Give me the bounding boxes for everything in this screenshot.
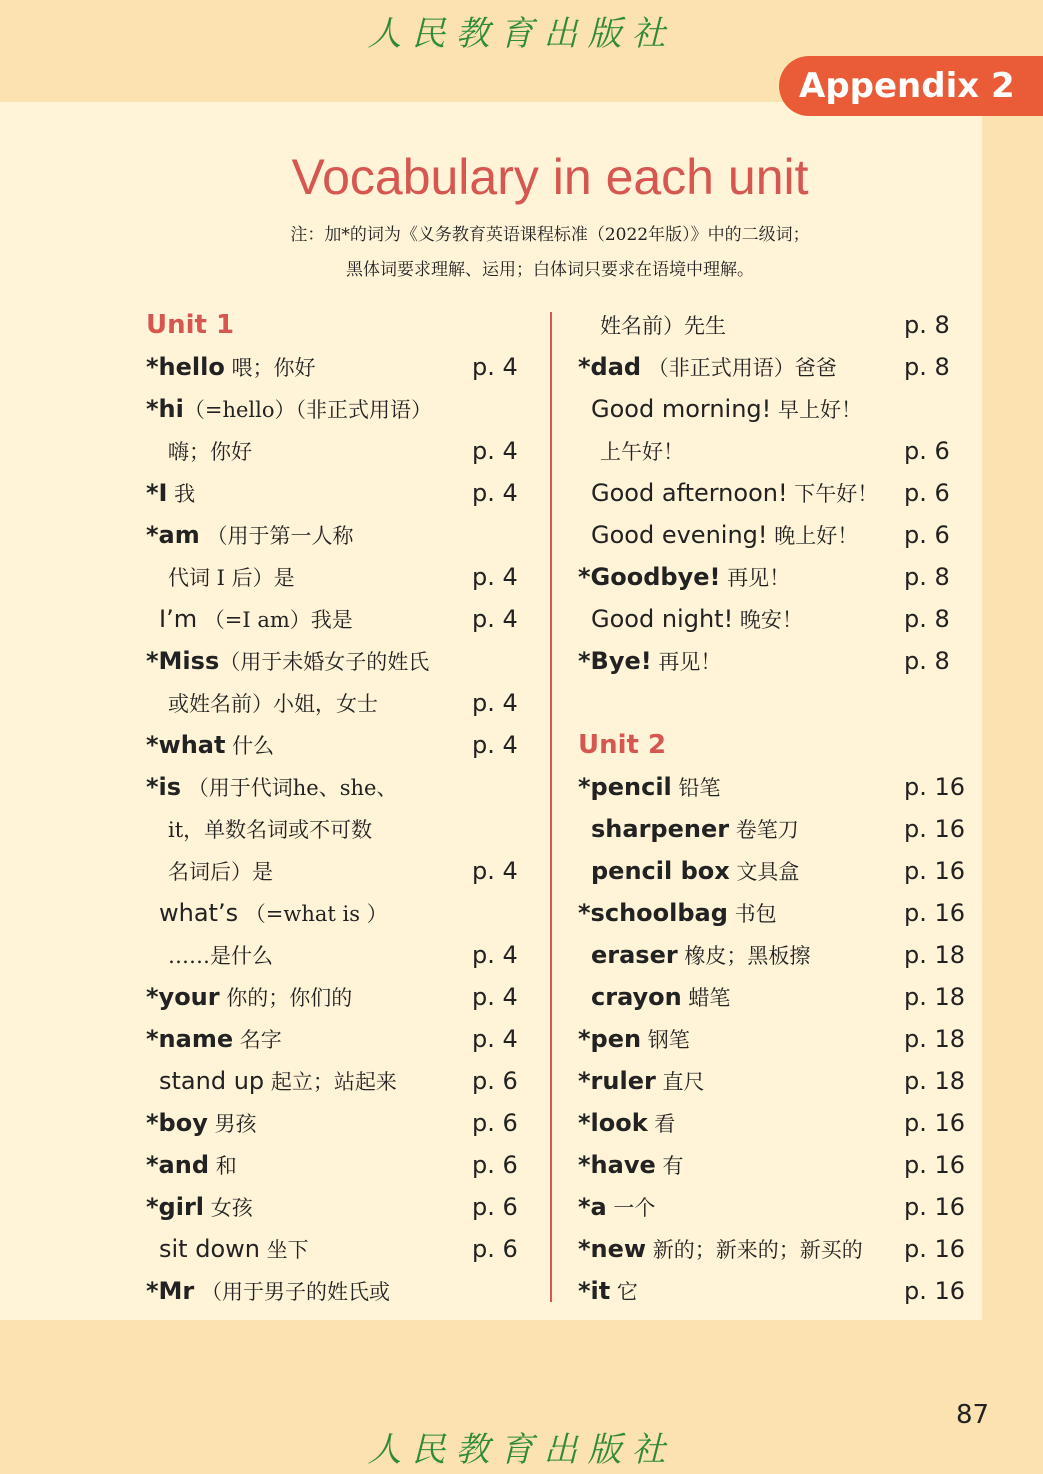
entry-meaning: （=what is ） bbox=[238, 902, 388, 926]
entry-word: *boy bbox=[146, 1109, 208, 1137]
vocab-entry bbox=[146, 892, 526, 934]
entry-meaning: 它 bbox=[610, 1280, 638, 1304]
entry-page: p. 4 bbox=[472, 857, 518, 885]
note-line-2: 黑体词要求理解、运用；白体词只要求在语境中理解。 bbox=[346, 260, 754, 280]
entry-word: *your bbox=[146, 983, 220, 1011]
entry-word: Good evening! bbox=[591, 521, 768, 549]
vocab-entry bbox=[146, 346, 526, 388]
entry-page: p. 16 bbox=[904, 1277, 966, 1305]
entry-page: p. 8 bbox=[904, 311, 950, 339]
vocab-entry bbox=[578, 808, 966, 850]
vocab-entry bbox=[146, 976, 526, 1018]
entry-page: p. 16 bbox=[904, 1235, 966, 1263]
entry-page: p. 4 bbox=[472, 689, 518, 717]
vocab-entry bbox=[146, 598, 526, 640]
unit-heading bbox=[578, 724, 958, 766]
entry-page: p. 8 bbox=[904, 605, 950, 633]
entry-word: Good afternoon! bbox=[591, 479, 788, 507]
entry-page: p. 18 bbox=[904, 983, 966, 1011]
entry-page: p. 16 bbox=[904, 815, 966, 843]
entry-page: p. 8 bbox=[904, 563, 950, 591]
entry-meaning: 钢笔 bbox=[641, 1028, 690, 1052]
entry-meaning: 坐下 bbox=[259, 1238, 309, 1262]
entry-word: Good night! bbox=[591, 605, 734, 633]
entry-meaning: （用于男子的姓氏或 bbox=[194, 1280, 390, 1304]
vocab-entry bbox=[578, 304, 958, 346]
entry-meaning: 喂；你好 bbox=[224, 356, 316, 380]
vocab-entry bbox=[146, 1102, 526, 1144]
entry-meaning: 新的；新来的；新买的 bbox=[646, 1238, 863, 1262]
entry-page: p. 6 bbox=[904, 479, 950, 507]
entry-word: stand up bbox=[159, 1067, 265, 1095]
entry-word: *am bbox=[146, 521, 200, 549]
entry-word: eraser bbox=[591, 941, 678, 969]
entry-meaning: 直尺 bbox=[655, 1070, 705, 1094]
entry-meaning: it，单数名词或不可数 bbox=[168, 818, 373, 842]
entry-page: p. 4 bbox=[472, 479, 518, 507]
right-column bbox=[578, 304, 966, 1312]
entry-word: *a bbox=[578, 1193, 607, 1221]
note-line-1: 注：加*的词为《义务教育英语课程标准（2022年版）》中的二级词； bbox=[290, 225, 810, 245]
entry-meaning: 代词 I 后）是 bbox=[168, 566, 295, 590]
entry-meaning: 有 bbox=[655, 1154, 684, 1178]
entry-meaning: 再见！ bbox=[651, 650, 722, 674]
entry-meaning: 我 bbox=[167, 482, 196, 506]
entry-meaning: 上午好！ bbox=[600, 440, 684, 464]
entry-page: p. 4 bbox=[472, 983, 518, 1011]
vocab-entry bbox=[146, 1228, 526, 1270]
vocab-entry bbox=[578, 514, 958, 556]
vocab-entry bbox=[146, 1186, 526, 1228]
entry-word: *name bbox=[146, 1025, 234, 1053]
entry-word: *girl bbox=[146, 1193, 205, 1221]
entry-word: *ruler bbox=[578, 1067, 656, 1095]
entry-meaning: ……是什么 bbox=[168, 944, 273, 968]
entry-word: *what bbox=[146, 731, 226, 759]
entry-word: *I bbox=[146, 479, 168, 507]
entry-page: p. 4 bbox=[472, 563, 518, 591]
entry-word: Unit 2 bbox=[578, 730, 667, 760]
entry-meaning: 早上好！ bbox=[771, 398, 862, 422]
entry-meaning: 姓名前）先生 bbox=[600, 314, 726, 338]
entry-word: *new bbox=[578, 1235, 647, 1263]
entry-meaning: （=I am）我是 bbox=[197, 608, 353, 632]
vocab-entry bbox=[578, 472, 958, 514]
page-number: 87 bbox=[956, 1400, 990, 1430]
appendix-tab: Appendix 2 bbox=[779, 56, 1043, 116]
entry-page: p. 16 bbox=[904, 1151, 966, 1179]
entry-page: p. 4 bbox=[472, 731, 518, 759]
vocab-entry bbox=[578, 598, 958, 640]
vocab-entry bbox=[578, 1018, 966, 1060]
vocab-entry bbox=[578, 1186, 966, 1228]
entry-word: *Miss bbox=[146, 647, 220, 675]
entry-meaning: （非正式用语）爸爸 bbox=[641, 356, 837, 380]
vocab-entry bbox=[146, 724, 526, 766]
column-divider bbox=[550, 312, 552, 1302]
vocab-entry bbox=[578, 1060, 966, 1102]
entry-word: *hi bbox=[146, 395, 184, 423]
entry-page: p. 6 bbox=[472, 1151, 518, 1179]
entry-meaning: 看 bbox=[647, 1112, 676, 1136]
entry-word: *dad bbox=[578, 353, 642, 381]
entry-word: *schoolbag bbox=[578, 899, 728, 927]
vocab-entry bbox=[146, 850, 526, 892]
vocab-entry bbox=[578, 556, 958, 598]
entry-word: sharpener bbox=[591, 815, 730, 843]
entry-meaning: 蜡笔 bbox=[681, 986, 731, 1010]
entry-word: *pencil bbox=[578, 773, 672, 801]
entry-page: p. 18 bbox=[904, 1067, 966, 1095]
unit-heading bbox=[146, 304, 526, 346]
vocab-entry bbox=[146, 1060, 526, 1102]
entry-meaning: 书包 bbox=[727, 902, 777, 926]
vocab-entry bbox=[146, 682, 526, 724]
vocab-entry bbox=[578, 346, 958, 388]
entry-meaning: 名词后）是 bbox=[168, 860, 273, 884]
entry-meaning: 和 bbox=[209, 1154, 237, 1178]
entry-meaning: 或姓名前）小姐，女士 bbox=[168, 692, 378, 716]
entry-word: Unit 1 bbox=[146, 310, 235, 340]
entry-meaning: （用于未婚女子的姓氏 bbox=[219, 650, 430, 674]
entry-page: p. 4 bbox=[472, 941, 518, 969]
vocab-entry bbox=[578, 850, 966, 892]
entry-word: *is bbox=[146, 773, 182, 801]
vocab-entry bbox=[146, 388, 526, 430]
entry-page: p. 6 bbox=[472, 1193, 518, 1221]
entry-word: sit down bbox=[159, 1235, 260, 1263]
entry-word: *hello bbox=[146, 353, 225, 381]
entry-meaning: （=hello）（非正式用语） bbox=[183, 398, 432, 422]
vocab-entry bbox=[146, 430, 526, 472]
vocab-entry bbox=[578, 934, 966, 976]
entry-page: p. 18 bbox=[904, 1025, 966, 1053]
vocab-entry bbox=[578, 388, 958, 430]
entry-meaning: 再见！ bbox=[720, 566, 791, 590]
entry-page: p. 4 bbox=[472, 605, 518, 633]
entry-word: *Bye! bbox=[578, 647, 652, 675]
vocab-entry bbox=[578, 640, 958, 682]
entry-meaning: 铅笔 bbox=[671, 776, 721, 800]
entry-page: p. 16 bbox=[904, 1193, 966, 1221]
entry-page: p. 6 bbox=[472, 1109, 518, 1137]
entry-word: Good morning! bbox=[591, 395, 772, 423]
vocab-entry bbox=[578, 1270, 966, 1312]
entry-meaning: 什么 bbox=[225, 734, 275, 758]
vocab-entry bbox=[146, 640, 526, 682]
entry-page: p. 16 bbox=[904, 857, 966, 885]
vocab-entry bbox=[578, 766, 966, 808]
entry-meaning: 卷笔刀 bbox=[729, 818, 799, 842]
entry-meaning: 晚上好！ bbox=[767, 524, 859, 548]
entry-word: *and bbox=[146, 1151, 210, 1179]
entry-page: p. 16 bbox=[904, 773, 966, 801]
entry-word: I’m bbox=[159, 605, 198, 633]
entry-word: pencil box bbox=[591, 857, 730, 885]
entry-meaning: 女孩 bbox=[204, 1196, 253, 1220]
entry-meaning: 男孩 bbox=[207, 1112, 257, 1136]
entry-page: p. 6 bbox=[904, 437, 950, 465]
vocab-entry bbox=[578, 430, 958, 472]
vocab-entry bbox=[578, 1144, 966, 1186]
vocab-entry bbox=[146, 766, 526, 808]
entry-page: p. 4 bbox=[472, 353, 518, 381]
entry-page: p. 4 bbox=[472, 437, 518, 465]
entry-meaning: 一个 bbox=[606, 1196, 656, 1220]
entry-page: p. 8 bbox=[904, 353, 950, 381]
publisher-logo-bottom: 人民教育出版社 bbox=[367, 1430, 676, 1470]
entry-word: *Mr bbox=[146, 1277, 195, 1305]
entry-meaning: 你的；你们的 bbox=[219, 986, 353, 1010]
vocab-entry bbox=[146, 934, 526, 976]
entry-meaning: 下午好！ bbox=[787, 482, 879, 506]
entry-word: *Goodbye! bbox=[578, 563, 721, 591]
entry-page: p. 16 bbox=[904, 1109, 966, 1137]
entry-word: what’s bbox=[159, 899, 239, 927]
entry-meaning: 名字 bbox=[233, 1028, 282, 1052]
entry-page: p. 16 bbox=[904, 899, 966, 927]
publisher-logo-top: 人民教育出版社 bbox=[367, 14, 676, 54]
entry-meaning: 晚安！ bbox=[733, 608, 803, 632]
vocab-entry bbox=[578, 976, 966, 1018]
entry-meaning: 橡皮；黑板擦 bbox=[677, 944, 811, 968]
entry-meaning: 起立；站起来 bbox=[264, 1070, 397, 1094]
vocab-entry bbox=[578, 682, 958, 724]
vocab-entry bbox=[578, 892, 966, 934]
entry-page: p. 18 bbox=[904, 941, 966, 969]
entry-page: p. 8 bbox=[904, 647, 950, 675]
entry-page: p. 4 bbox=[472, 1025, 518, 1053]
entry-page: p. 6 bbox=[472, 1235, 518, 1263]
vocab-entry bbox=[146, 514, 526, 556]
vocab-entry bbox=[146, 472, 526, 514]
entry-meaning: 嗨；你好 bbox=[168, 440, 252, 464]
vocab-entry bbox=[146, 1144, 526, 1186]
entry-meaning: （用于代词he、she、 bbox=[181, 776, 398, 800]
entry-word: crayon bbox=[591, 983, 682, 1011]
vocab-entry bbox=[578, 1228, 966, 1270]
entry-page: p. 6 bbox=[472, 1067, 518, 1095]
vocab-entry bbox=[146, 556, 526, 598]
entry-page: p. 6 bbox=[904, 521, 950, 549]
entry-meaning: 文具盒 bbox=[729, 860, 800, 884]
entry-word: *pen bbox=[578, 1025, 642, 1053]
vocab-entry bbox=[146, 1018, 526, 1060]
entry-word: *have bbox=[578, 1151, 656, 1179]
vocab-entry bbox=[578, 1102, 966, 1144]
entry-word: *look bbox=[578, 1109, 648, 1137]
vocab-entry bbox=[146, 808, 526, 850]
entry-meaning: （用于第一人称 bbox=[199, 524, 354, 548]
entry-word: *it bbox=[578, 1277, 611, 1305]
left-column bbox=[146, 304, 526, 1312]
page-title: Vocabulary in each unit bbox=[291, 149, 809, 205]
vocab-entry bbox=[146, 1270, 526, 1312]
